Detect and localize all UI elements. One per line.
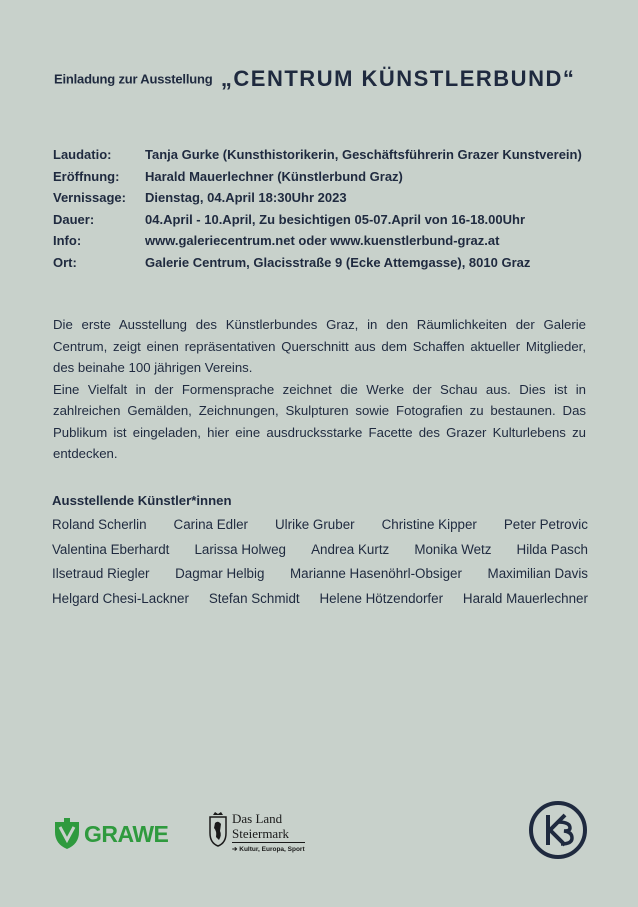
artist-name: Andrea Kurtz: [311, 541, 390, 557]
title-intro: Einladung zur Ausstellung: [54, 71, 213, 87]
artist-name: Valentina Eberhardt: [52, 541, 170, 557]
kb-monogram-icon: [528, 800, 588, 860]
steiermark-subline: ➔ Kultur, Europa, Sport: [232, 846, 305, 853]
info-row-dauer: [53, 209, 613, 231]
artist-name: Helene Hötzendorfer: [319, 590, 444, 606]
info-row-vernissage: [53, 187, 613, 209]
artist-name: Dagmar Helbig: [175, 566, 265, 582]
invitation-title: [54, 66, 614, 92]
artist-name: Stefan Schmidt: [208, 590, 300, 606]
info-value: Harald Mauerlechner (Künstlerbund Graz): [145, 168, 403, 184]
exhibition-description: [53, 314, 586, 465]
info-label: Info:: [53, 233, 82, 249]
info-links: www.galeriecentrum.net oder www.kuenstlerbund-graz.at: [145, 233, 500, 249]
grawe-shield-icon: [54, 818, 80, 850]
artist-row: [52, 562, 588, 587]
artist-row: [52, 538, 588, 563]
info-label: Vernissage:: [53, 190, 126, 206]
info-label: Ort:: [53, 254, 77, 270]
artist-name: Carina Edler: [173, 517, 248, 532]
info-row-ort: [53, 252, 613, 274]
artist-name: Ilsetraud Riegler: [52, 566, 150, 582]
artist-row: [52, 587, 588, 612]
artists-section: [52, 490, 588, 611]
artist-name: Peter Petrovic: [503, 517, 588, 532]
artist-row: [52, 513, 588, 538]
artist-name: Harald Mauerlechner: [462, 590, 588, 606]
info-label: Laudatio:: [53, 147, 112, 162]
info-value: 04.April - 10.April, Zu besichtigen 05-07.April von 16-18.00Uhr: [145, 211, 526, 227]
info-row-eroeffnung: [53, 166, 613, 188]
artist-name: Monika Wetz: [414, 541, 492, 557]
artist-name: Ulrike Gruber: [274, 517, 355, 532]
steiermark-text: [232, 811, 305, 853]
kuenstlerbund-logo: [528, 800, 588, 865]
info-value: Dienstag, 04.April 18:30Uhr 2023: [145, 190, 347, 206]
artist-name: Maximilian Davis: [487, 566, 588, 582]
info-row-info: [53, 230, 613, 252]
info-label: Dauer:: [53, 211, 95, 227]
artist-name: Helgard Chesi-Lackner: [52, 590, 189, 606]
info-label: Eröffnung:: [53, 168, 120, 184]
artist-name: Christine Kipper: [381, 517, 477, 532]
info-value: Tanja Gurke (Kunsthistorikerin, Geschäftsführerin Grazer Kunstverein): [145, 147, 582, 162]
artists-heading: Ausstellende Künstler*innen: [52, 493, 232, 508]
artist-name: Hilda Pasch: [516, 541, 588, 557]
event-info: [53, 144, 613, 274]
steiermark-line2: Steiermark: [232, 826, 305, 843]
info-row-laudatio: [53, 144, 613, 166]
description-paragraph: Die erste Ausstellung des Künstlerbundes Graz, in den Räumlichkeiten der Galerie Centrum, zeigt einen repräsentativen Querschnitt aus dem Schaffen aktueller Mitglieder, des beinahe 100 jährigen Vereins.: [53, 317, 586, 375]
grawe-wordmark: GRAWE: [84, 820, 169, 847]
description-paragraph: Eine Vielfalt in der Formensprache zeichnet die Werke der Schau aus. Dies ist in zahlreichen Gemälden, Zeichnungen, Skulpturen sowie Fotografien zu bestaunen. Das Publikum ist eingeladen, hier eine ausdrucksstarke Facette des Grazer Kulturlebens zu entdecken.: [53, 381, 586, 461]
steiermark-logo: [208, 811, 305, 853]
exhibition-title: „CENTRUM KÜNSTLERBUND“: [220, 66, 576, 91]
steiermark-line1: Das Land: [232, 811, 283, 826]
panther-coat-of-arms-icon: [208, 811, 228, 847]
artist-name: Larissa Holweg: [194, 541, 286, 557]
grawe-logo: [54, 818, 168, 850]
info-value: Galerie Centrum, Glacisstraße 9 (Ecke Attemgasse), 8010 Graz: [145, 254, 531, 270]
artist-name: Roland Scherlin: [52, 517, 147, 532]
artist-name: Marianne Hasenöhrl-Obsiger: [290, 566, 462, 582]
